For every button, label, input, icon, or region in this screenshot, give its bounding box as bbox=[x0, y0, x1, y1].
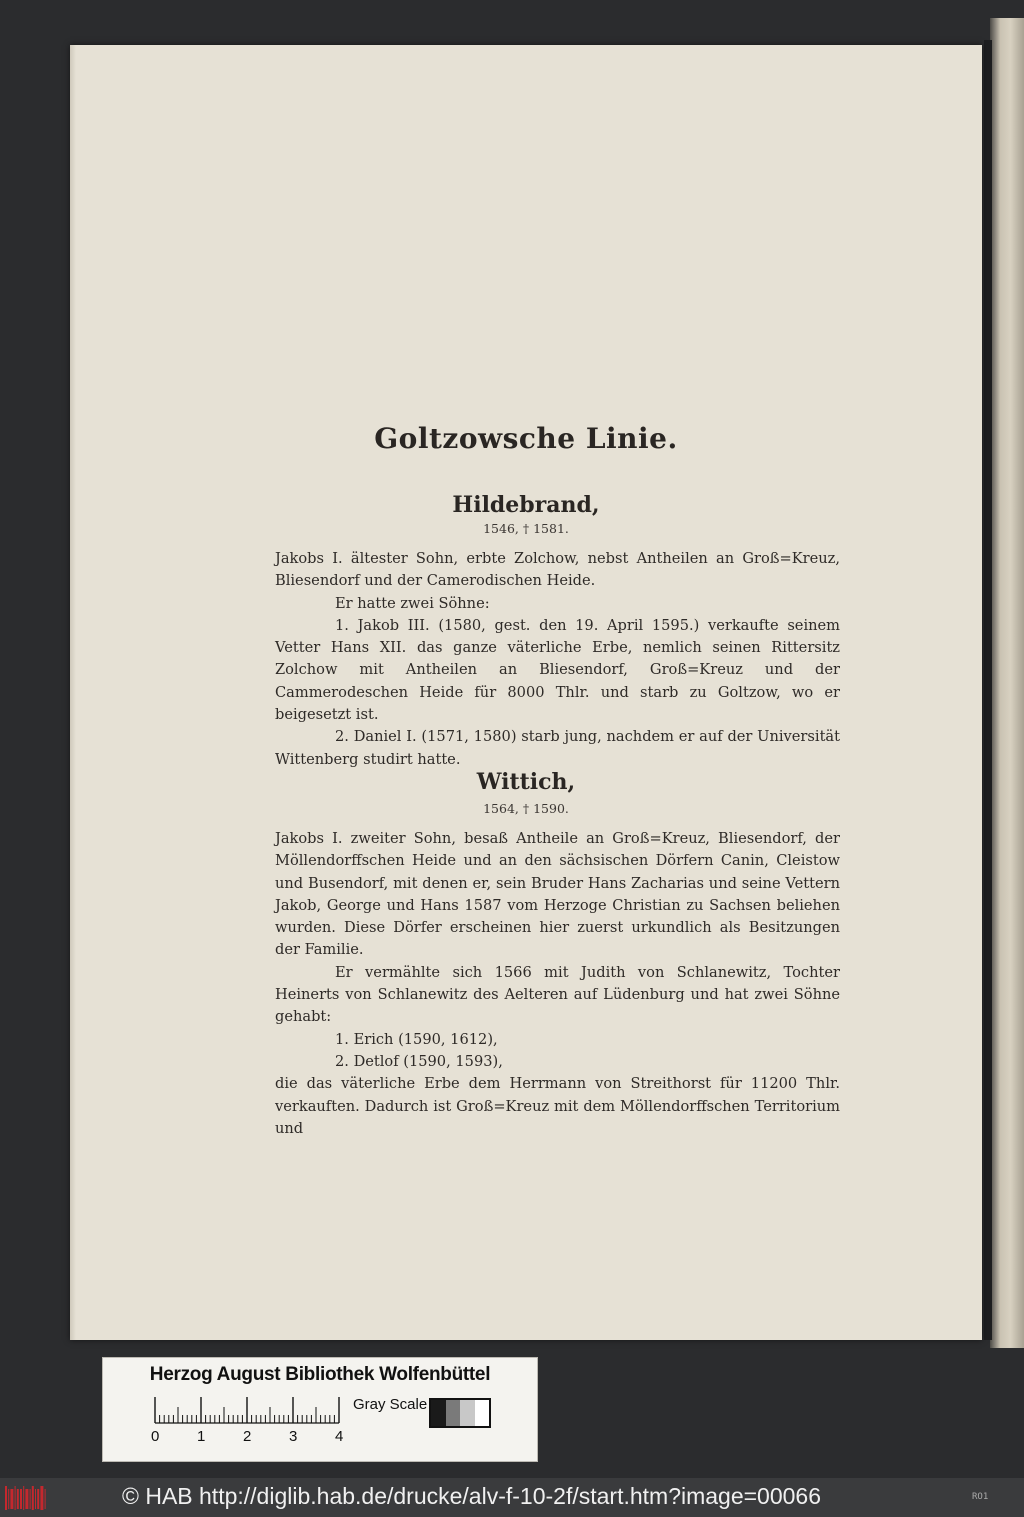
library-title: Herzog August Bibliothek Wolfenbüttel bbox=[149, 1364, 491, 1385]
barcode-bar bbox=[23, 1486, 24, 1510]
gray-swatch bbox=[460, 1400, 475, 1426]
barcode-bar bbox=[17, 1489, 19, 1509]
barcode-bar bbox=[25, 1489, 28, 1509]
gray-swatches bbox=[429, 1398, 491, 1428]
book-page bbox=[70, 45, 982, 1340]
url-bar bbox=[0, 1478, 1024, 1517]
ruler-number: 0 bbox=[151, 1428, 160, 1445]
barcode-bar bbox=[15, 1486, 16, 1510]
barcode-bar bbox=[10, 1489, 13, 1509]
list-item: 1. Erich (1590, 1612), bbox=[335, 1030, 498, 1048]
barcode-bar bbox=[37, 1489, 39, 1509]
hab-scale-label bbox=[102, 1357, 538, 1462]
ruler-number: 2 bbox=[243, 1428, 252, 1445]
paragraph: Jakobs I. ältester Sohn, erbte Zolchow, nebst Antheilen an Groß=Kreuz, Bliesendorf und der Camerodischen Heide. bbox=[275, 550, 840, 590]
barcode-bar bbox=[30, 1489, 31, 1509]
paragraph: die das väterliche Erbe dem Herrmann von Streithorst für 11200 Thlr. verkauften. Dadurch ist Groß=Kreuz mit dem Möllendorffschen Territorium und bbox=[275, 1075, 840, 1137]
paragraph: Er vermählte sich 1566 mit Judith von Schlanewitz, Tochter Heinerts von Schlanewitz des Aelteren auf Lüdenburg und hat zwei Söhne gehabt: bbox=[275, 963, 840, 1026]
ruler-number: 1 bbox=[197, 1428, 206, 1445]
right-page-edge bbox=[990, 18, 1024, 1348]
ruler-scale bbox=[153, 1395, 343, 1425]
spine-shadow bbox=[984, 40, 992, 1340]
gray-scale-label: Gray Scale bbox=[353, 1396, 428, 1413]
gray-swatch bbox=[475, 1400, 490, 1426]
barcode-bar bbox=[20, 1489, 22, 1509]
barcode-bar bbox=[40, 1486, 43, 1510]
ruler-number: 4 bbox=[335, 1428, 344, 1445]
page-inner-edge bbox=[70, 45, 76, 1340]
paragraph: 2. Daniel I. (1571, 1580) starb jung, nachdem er auf der Universität Wittenberg studirt hatte. bbox=[275, 728, 840, 768]
hildebrand-text bbox=[275, 548, 840, 771]
gray-swatch bbox=[431, 1400, 446, 1426]
wittich-text bbox=[275, 828, 840, 1140]
barcode-bar bbox=[8, 1489, 9, 1509]
paragraph: Er hatte zwei Söhne: bbox=[335, 594, 490, 612]
person-dates-hildebrand: 1546, † 1581. bbox=[483, 521, 569, 536]
person-name-wittich: Wittich, bbox=[476, 769, 576, 795]
gray-swatch bbox=[446, 1400, 461, 1426]
copyright-url[interactable]: © HAB http://diglib.hab.de/drucke/alv-f-10-2f/start.htm?image=00066 bbox=[122, 1483, 822, 1509]
ruler-numbers bbox=[153, 1428, 353, 1446]
list-item: 2. Detlof (1590, 1593), bbox=[335, 1052, 503, 1070]
paragraph: Jakobs I. zweiter Sohn, besaß Antheile an Groß=Kreuz, Bliesendorf, der Möllendorffschen Heide und an den sächsischen Dörfern Canin, Cleistow und Busendorf, mit denen er, sein Bruder Hans Zacharias und seine Vettern Jakob, George und Hans 1587 vom Herzoge Christian zu Sachsen beliehen wurden. Diese Dörfer erscheinen hier zuerst urkundlich als Besitzungen der Familie. bbox=[275, 830, 840, 959]
barcode-bar bbox=[35, 1489, 36, 1509]
barcode-bar bbox=[5, 1486, 7, 1510]
ruler-number: 3 bbox=[289, 1428, 298, 1445]
section-title: Goltzowsche Linie. bbox=[374, 422, 678, 455]
person-dates-wittich: 1564, † 1590. bbox=[483, 801, 569, 816]
paragraph: 1. Jakob III. (1580, gest. den 19. April 1595.) verkaufte seinem Vetter Hans XII. das ganze väterliche Erbe, nemlich seinen Rittersitz Zolchow mit Antheilen an Bliesendorf, Groß=Kreuz und der Cammerodeschen Heide für 8000 Thlr. und starb zu Goltzow, wo er beigesetzt ist. bbox=[275, 616, 840, 724]
barcode-bar bbox=[45, 1489, 46, 1509]
person-name-hildebrand: Hildebrand, bbox=[452, 492, 600, 518]
corner-mark: RO1 bbox=[972, 1492, 989, 1502]
barcode-icon bbox=[4, 1484, 46, 1512]
barcode-bar bbox=[32, 1486, 34, 1510]
